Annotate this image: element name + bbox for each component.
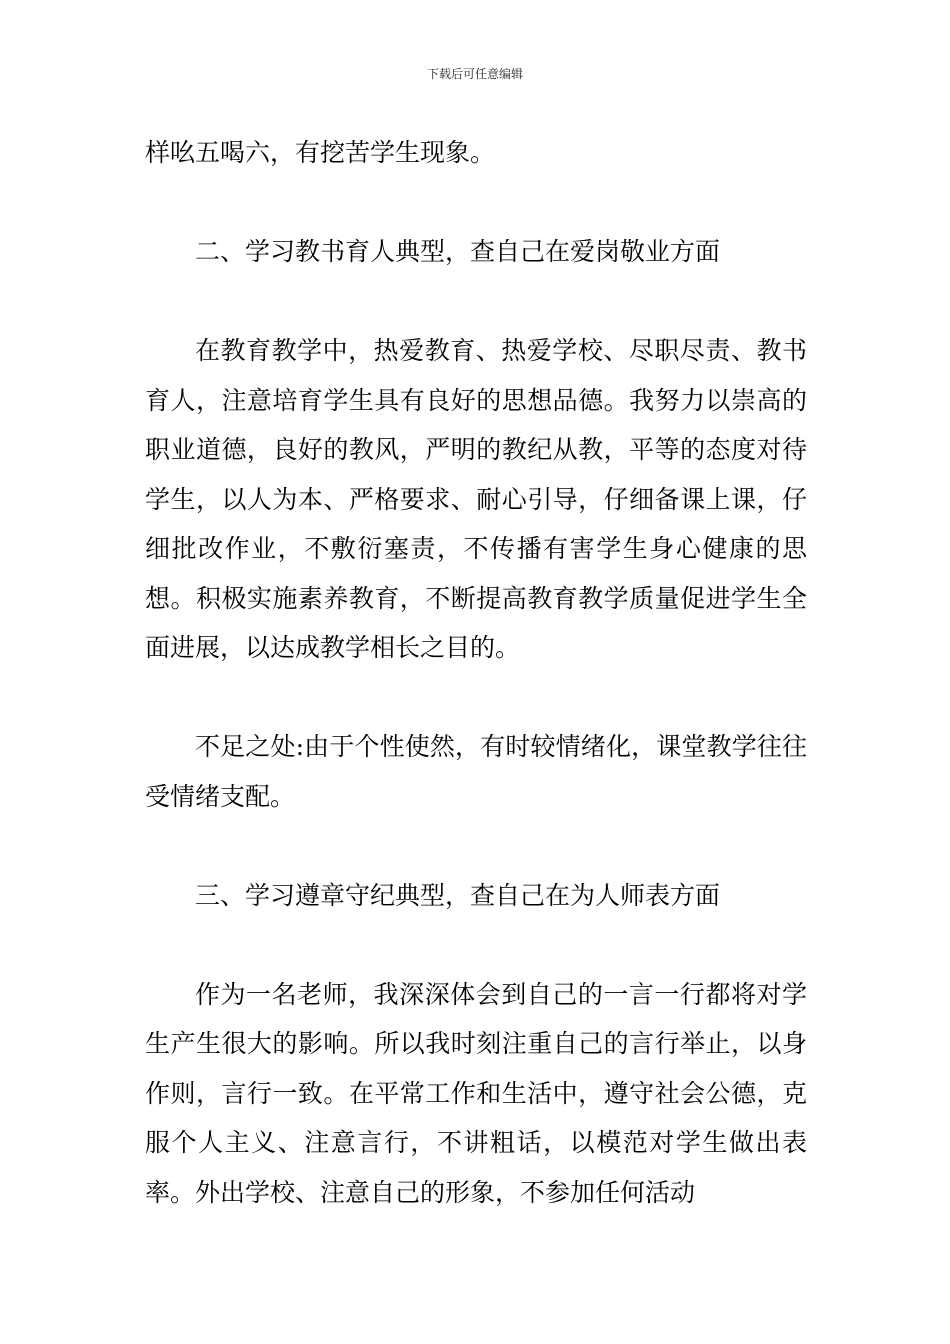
page-header: 下载后可任意编辑 [426,67,523,81]
section-heading-2: 二、学习教书育人典型，查自己在爱岗敬业方面 [195,237,721,266]
document-body [145,128,807,1217]
paragraph-role-model: 作为一名老师，我深深体会到自己的一言一行都将对学生产生很大的影响。所以我时刻注重自己的言行举止，以身作则，言行一致。在平常工作和生活中，遵守社会公德，克服个人主义、注意言行，不讲粗话，以模范对学生做出表率。外出学校、注意自己的形象，不参加任何活动 [145,979,807,1207]
paragraph-shortcomings: 不足之处:由于个性使然，有时较情绪化，课堂教学往往受情绪支配。 [145,732,807,811]
section-heading-3: 三、学习遵章守纪典型，查自己在为人师表方面 [195,880,721,910]
paragraph-continuation: 样吆五喝六，有挖苦学生现象。 [145,138,496,167]
paragraph-dedication: 在教育教学中，热爱教育、热爱学校、尽职尽责、教书育人，注意培育学生具有良好的思想品德。我努力以崇高的职业道德，良好的教风，严明的教纪从教，平等的态度对待学生，以人为本、严格要求、耐心引导，仔细备课上课，仔细批改作业，不敷衍塞责，不传播有害学生身心健康的思想。积极实施素养教育，不断提高教育教学质量促进学生全面进展，以达成教学相长之目的。 [145,336,807,662]
